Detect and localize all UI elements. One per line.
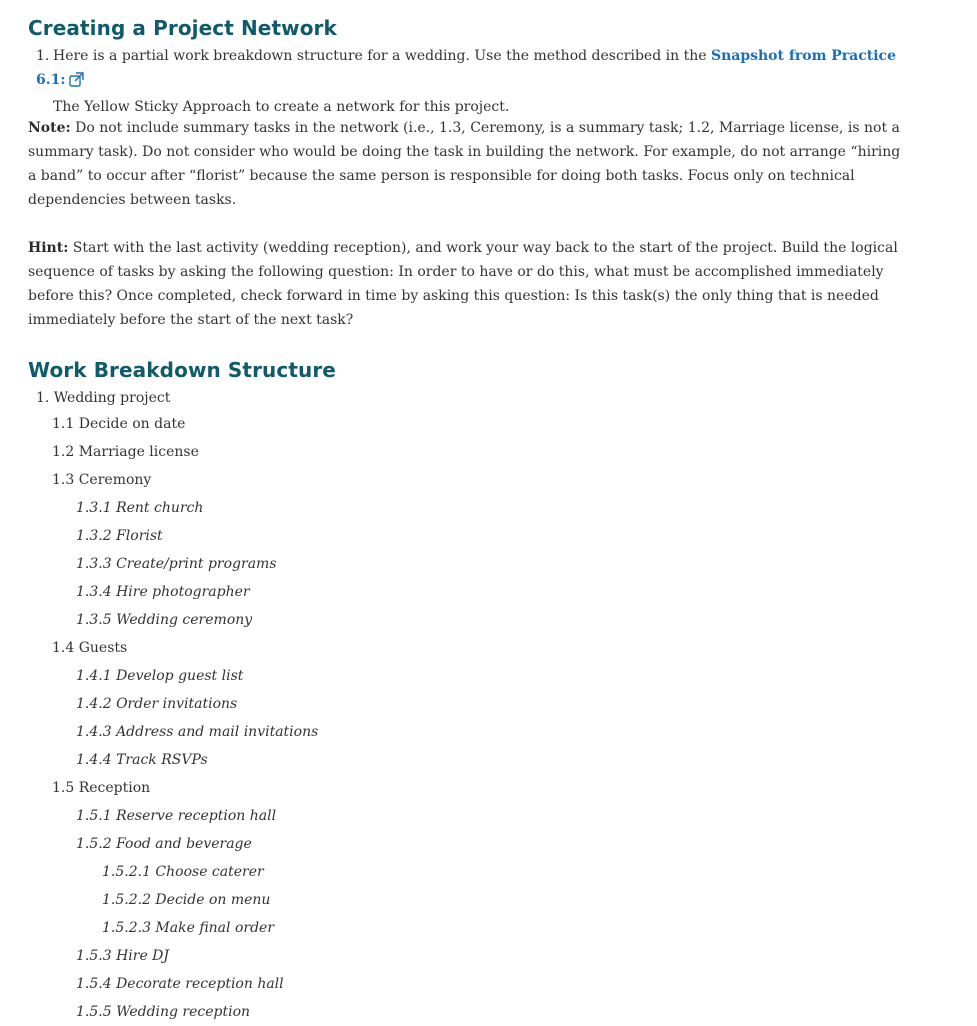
wbs-item: 1.4.4 Track RSVPs [76, 752, 208, 768]
hint-paragraph [28, 236, 908, 332]
note-text: Do not include summary tasks in the network (i.e., 1.3, Ceremony, is a summary task; 1.2, Marriage license, is not a summary task). Do not consider who would be doing the task in building the network. For example, do not arrange “hiring a band” to occur after “florist” because the same person is responsible for doing both tasks. Focus only on technical dependencies between tasks. [28, 120, 901, 208]
wbs-item: 1.5.1 Reserve reception hall [76, 808, 277, 824]
wbs-item: 1.3.3 Create/print programs [76, 556, 277, 572]
hint-text: Start with the last activity (wedding reception), and work your way back to the start of the project. Build the logical sequence of tasks by asking the following question: In order to have or do this, what must be accomplished immediately before this? Once completed, check forward in time by asking this question: Is this task(s) the only thing that is needed immediately before the start of the next task? [28, 240, 898, 328]
wbs-item: 1.5 Reception [52, 780, 151, 796]
wbs-item: 1.4.1 Develop guest list [76, 668, 244, 684]
question-text: Here is a partial work breakdown structure for a wedding. Use the method described in the [53, 48, 711, 64]
wbs-item: 1.1 Decide on date [52, 416, 186, 432]
snapshot-link[interactable]: Snapshot from Practice 6.1: [36, 48, 896, 88]
question-text-line2: The Yellow Sticky Approach to create a network for this project. [53, 99, 510, 115]
section-title-wbs: Work Breakdown Structure [28, 358, 336, 382]
wbs-item: 1.3.1 Rent church [76, 500, 204, 516]
wbs-item: 1.5.5 Wedding reception [76, 1004, 251, 1020]
wbs-item: 1.4.3 Address and mail invitations [76, 724, 319, 740]
note-paragraph [28, 116, 908, 212]
wbs-item: 1.5.4 Decorate reception hall [76, 976, 284, 992]
question-number: 1. [36, 48, 50, 64]
wbs-item: 1.5.2 Food and beverage [76, 836, 252, 852]
wbs-item: 1. Wedding project [36, 390, 171, 406]
wbs-item: 1.5.3 Hire DJ [76, 948, 170, 964]
wbs-item: 1.3 Ceremony [52, 472, 152, 488]
section-title-creating-network: Creating a Project Network [28, 16, 337, 40]
wbs-item: 1.3.5 Wedding ceremony [76, 612, 253, 628]
wbs-item: 1.5.2.2 Decide on menu [102, 892, 271, 908]
wbs-item: 1.5.2.1 Choose caterer [102, 864, 264, 880]
question-1 [36, 44, 896, 119]
wbs-item: 1.3.4 Hire photographer [76, 584, 250, 600]
wbs-item: 1.3.2 Florist [76, 528, 163, 544]
hint-label: Hint: [28, 240, 69, 256]
external-link-icon[interactable] [69, 71, 84, 95]
wbs-list [28, 386, 628, 1026]
wbs-item: 1.4.2 Order invitations [76, 696, 238, 712]
wbs-item: 1.5.2.3 Make final order [102, 920, 275, 936]
wbs-item: 1.2 Marriage license [52, 444, 199, 460]
wbs-item: 1.4 Guests [52, 640, 128, 656]
note-label: Note: [28, 120, 71, 136]
